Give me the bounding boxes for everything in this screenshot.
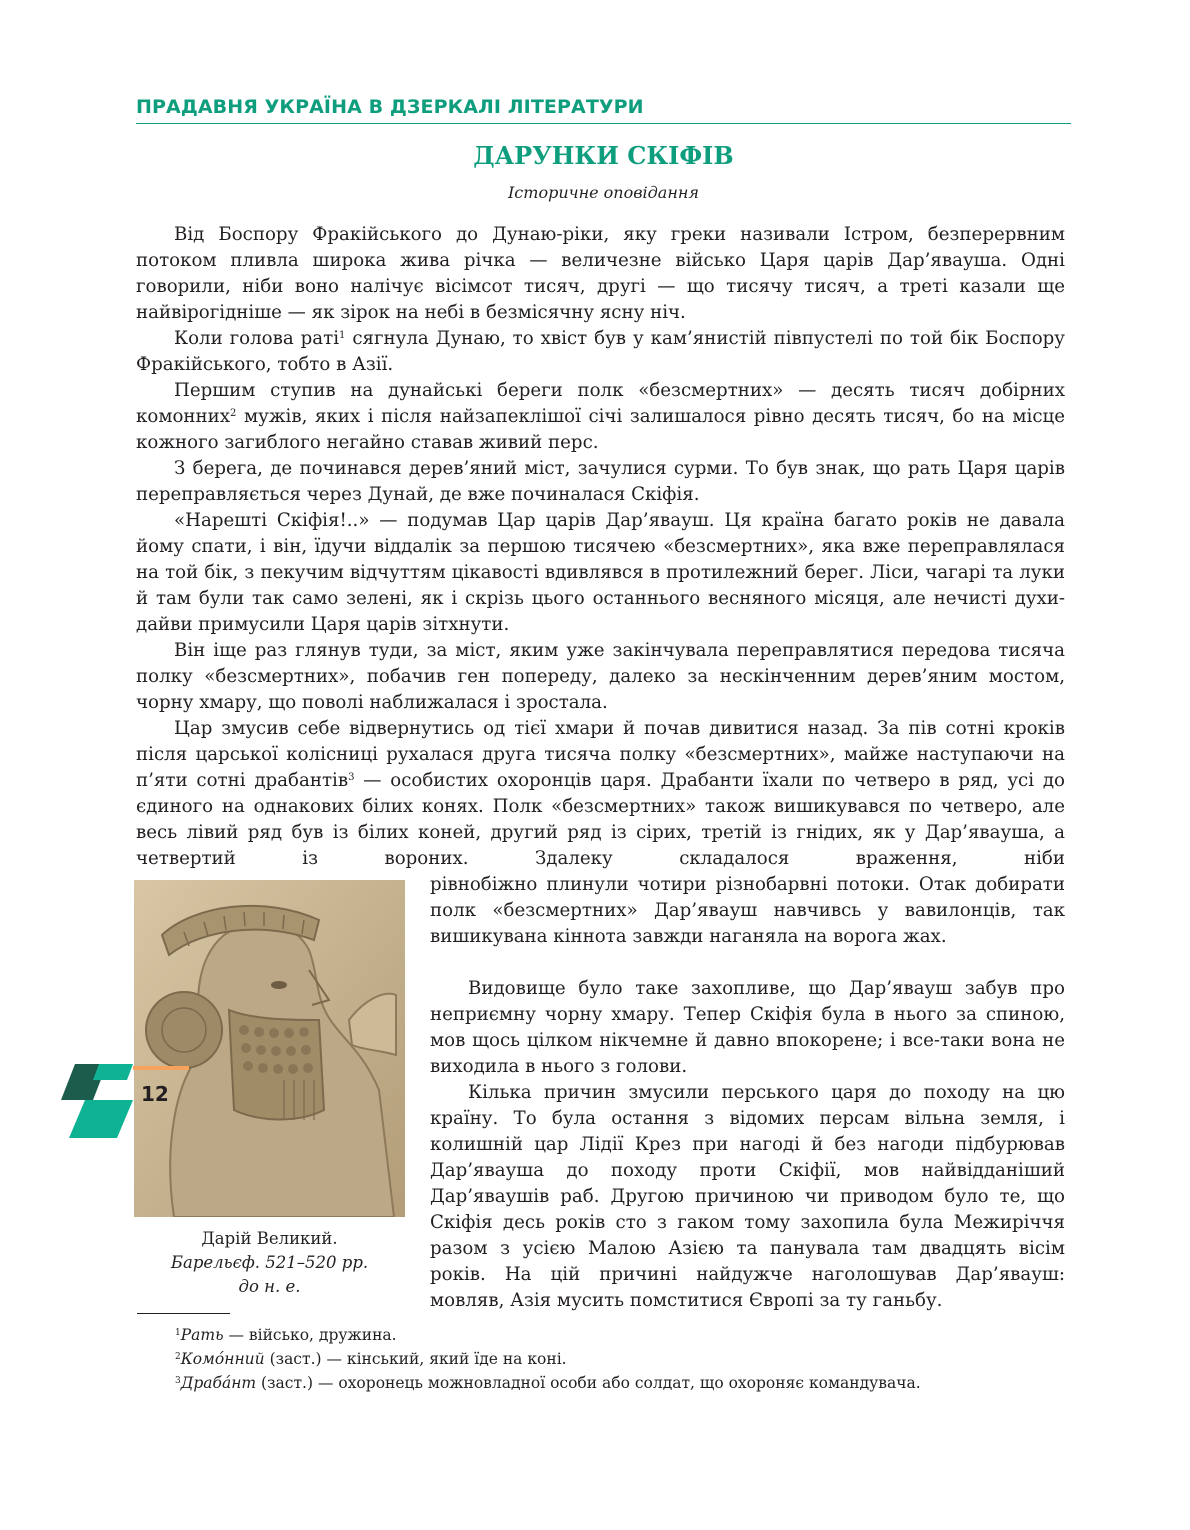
footnote-2 <box>175 1348 567 1370</box>
paragraph-3-text-b: мужів, яких і після найзапеклішої січі залишалося рівно десять тисяч, бо на місце кожного загиблого негайно ставав живий перс. <box>136 406 1065 453</box>
footnote-mark: 3 <box>175 1376 181 1386</box>
footnote-ref-2: 2 <box>230 408 237 419</box>
paragraph-8: Видовище було таке захопливе, що Дар’явауш забув про неприємну чорну хмару. Тепер Скіфія була в нього за спиною, мов щось цілком нікчемне й давно впокорене; і все-таки вона не виходила в нього з голови. <box>430 978 1065 1077</box>
ornament-green-block <box>69 1100 133 1138</box>
header-rule <box>136 123 1071 124</box>
paragraph-3 <box>136 378 1065 456</box>
paragraph-2-text-a: Коли голова раті <box>174 328 340 349</box>
paragraph-7-continued: рівнобіжно плинули чотири різнобарвні потоки. Отак добирати полк «безсмертних» Дар’явауш навчивсь у вавилонців, так вишикувана кіннота завжди наганяла на ворога жах. <box>430 874 1065 947</box>
page-number: 12 <box>141 1082 169 1106</box>
footnote-term: Драба́нт <box>180 1374 257 1392</box>
footnote-rule <box>137 1313 230 1314</box>
ornament-orange-line <box>133 1066 189 1070</box>
footnote-3 <box>175 1372 921 1394</box>
footnote-mark: 1 <box>175 1328 181 1338</box>
footnote-1 <box>175 1324 397 1346</box>
page-corner-ornament <box>55 1062 195 1140</box>
footnote-term: Комо́нний <box>180 1350 265 1368</box>
story-title: ДАРУНКИ СКІФІВ <box>473 141 734 170</box>
paragraph-2-text-b: сягнула Дунаю, то хвіст був у кам’янистій півпустелі по той бік Боспору Фракійського, тобто в Азії. <box>136 328 1065 375</box>
story-genre: Історичне оповідання <box>507 183 700 202</box>
darius-relief-photo <box>134 880 405 1217</box>
running-header: ПРАДАВНЯ УКРАЇНА В ДЗЕРКАЛІ ЛІТЕРАТУРИ <box>136 96 644 118</box>
paragraph-7-text-b: — особистих охоронців царя. Драбанти їхали по четверо в ряд, усі до єдиного на однакових білих конях. Полк «безсмертних» також вишикувався по четверо, але весь лівий ряд був із білих коней, другий ряд із сірих, третій із гнідих, як у Дар’явауша, а четвертий із вороних. Здалеку складалося враження, ніби <box>136 770 1065 869</box>
caption-line-2: Барельєф. 521–520 рр. <box>170 1253 369 1272</box>
paragraph-7-text-a: Цар змусив себе відвернутись од тієї хмари й почав дивитися назад. За пів сотні кроків після царської колісниці рухалася друга тисяча полку «безсмертних», майже наступаючи на п’яти сотні драбантів <box>136 718 1065 791</box>
footnote-text: — військо, дружина. <box>223 1326 397 1344</box>
caption-line-1: Дарій Великий. <box>201 1229 338 1248</box>
paragraph-4: З берега, де починався дерев’яний міст, зачулися сурми. То був знак, що рать Царя царів переправляється через Дунай, де вже починалася Скіфія. <box>136 458 1065 505</box>
paragraph-1: Від Боспору Фракійського до Дунаю-ріки, яку греки називали Істром, безперервним потоком пливла широка жива річка — величезне військо Царя царів Дар’явауша. Одні говорили, ніби воно налічує вісімсот тисяч, другі — що тисячу тисяч, а треті казали ще найвірогідніше — як зірок на небі в безмісячну ясну ніч. <box>136 224 1065 323</box>
footnote-ref-3: 3 <box>348 772 355 783</box>
footnote-term: Рать <box>180 1326 224 1344</box>
footnote-text: (заст.) — охоронець можновладної особи або солдат, що охороняє командувача. <box>256 1374 921 1392</box>
paragraph-9: Кілька причин змусили перського царя до походу на цю країну. То була остання з відомих персам вільна земля, і колишній цар Лідії Крез при нагоді й без нагоди підбурював Дар’явауша до походу проти Скіфії, мов найвідданіший Дар’явaушів раб. Другою причиною чи приводом було те, що Скіфія десь років сто з гаком тому захопила була Межиріччя разом з усією Малою Азією та панувала там двадцять вісім років. На цій причині найдужче наголошував Дар’явауш: мовляв, Азія мусить помститися Європі за ту ганьбу. <box>430 1082 1065 1311</box>
paragraph-2 <box>136 326 1065 378</box>
caption-line-3: до н. е. <box>238 1277 301 1296</box>
footnote-text: (заст.) — кінський, який їде на коні. <box>264 1350 567 1368</box>
footnote-mark: 2 <box>175 1352 181 1362</box>
figure-caption <box>134 1227 405 1299</box>
paragraph-3-text-a: Першим ступив на дунайські береги полк «безсмертних» — десять тисяч добірних комонних <box>136 380 1065 427</box>
relief-illustration <box>134 880 405 1217</box>
paragraph-6: Він іще раз глянув туди, за міст, яким уже закінчувала переправлятися передова тисяча полку «безсмертних», побачив ген попереду, далеко за нескінченним дерев’яним мостом, чорну хмару, що поволі наближалася і зростала. <box>136 640 1065 713</box>
ornament-green-bar <box>93 1064 133 1080</box>
paragraph-5: «Нарешті Скіфія!..» — подумав Цар царів Дар’явауш. Ця країна багато років не давала йому спати, і він, їдучи віддалік за першою тисячею «безсмертних», яка вже переправлялася на той бік, з пекучим відчуттям цікавості вдивлявся в протилежний берег. Ліси, чагарі та луки й там були так само зелені, як і скрізь цього останнього весняного місяця, але нечисті духи-дайви примусили Царя царів зітхнути. <box>136 510 1065 635</box>
footnote-ref-1: 1 <box>339 330 346 341</box>
paragraph-7 <box>136 716 1065 872</box>
